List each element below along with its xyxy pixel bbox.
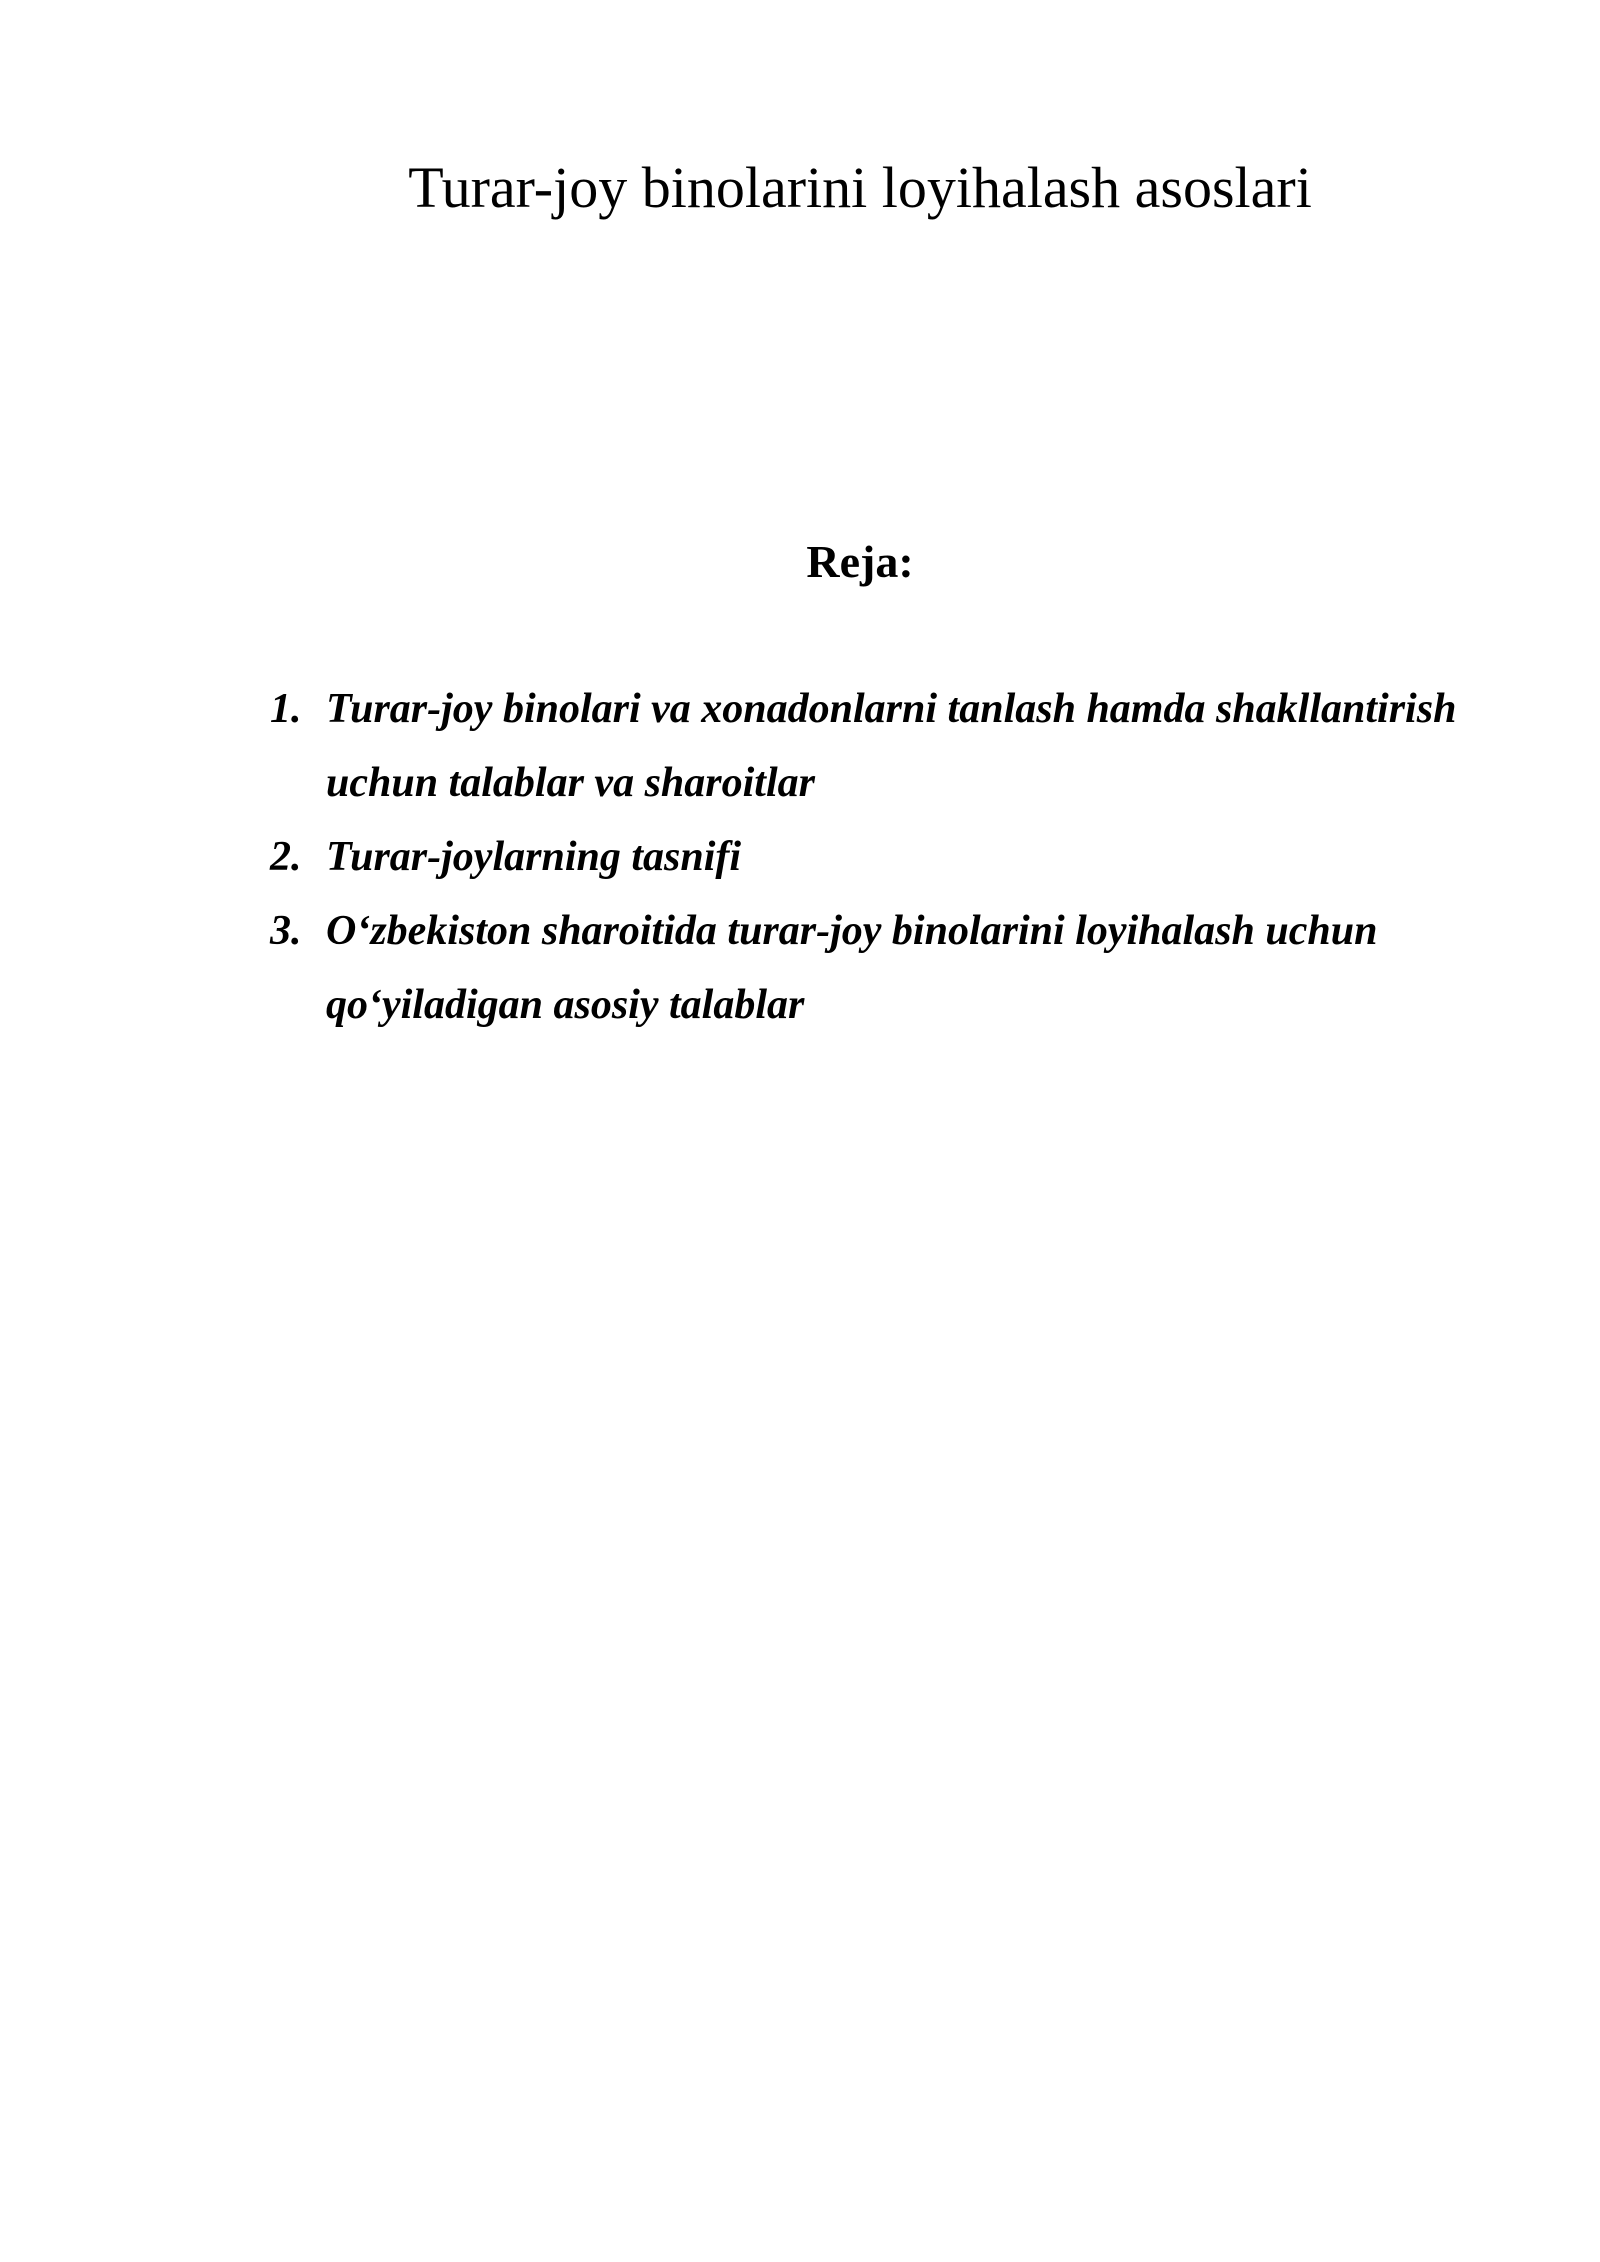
document-title: Turar-joy binolarini loyihalash asoslari [408, 155, 1312, 220]
plan-list [270, 672, 1520, 1042]
plan-item-number: 1. [270, 686, 302, 732]
plan-item-number: 3. [270, 908, 302, 954]
plan-heading: Reja: [806, 536, 914, 587]
plan-item-text: Turar-joylarning tasnifi [326, 834, 742, 880]
plan-item-text: Turar-joy binolari va xonadonlarni tanlash hamda shakllantirish uchun talablar va sharoitlar [326, 686, 1457, 806]
plan-item [270, 894, 1520, 1042]
plan-item-text: O‘zbekiston sharoitida turar-joy binolarini loyihalash uchun qo‘yiladigan asosiy talablar [326, 908, 1378, 1028]
plan-item [270, 820, 1520, 894]
plan-item [270, 672, 1520, 820]
plan-item-number: 2. [270, 834, 302, 880]
